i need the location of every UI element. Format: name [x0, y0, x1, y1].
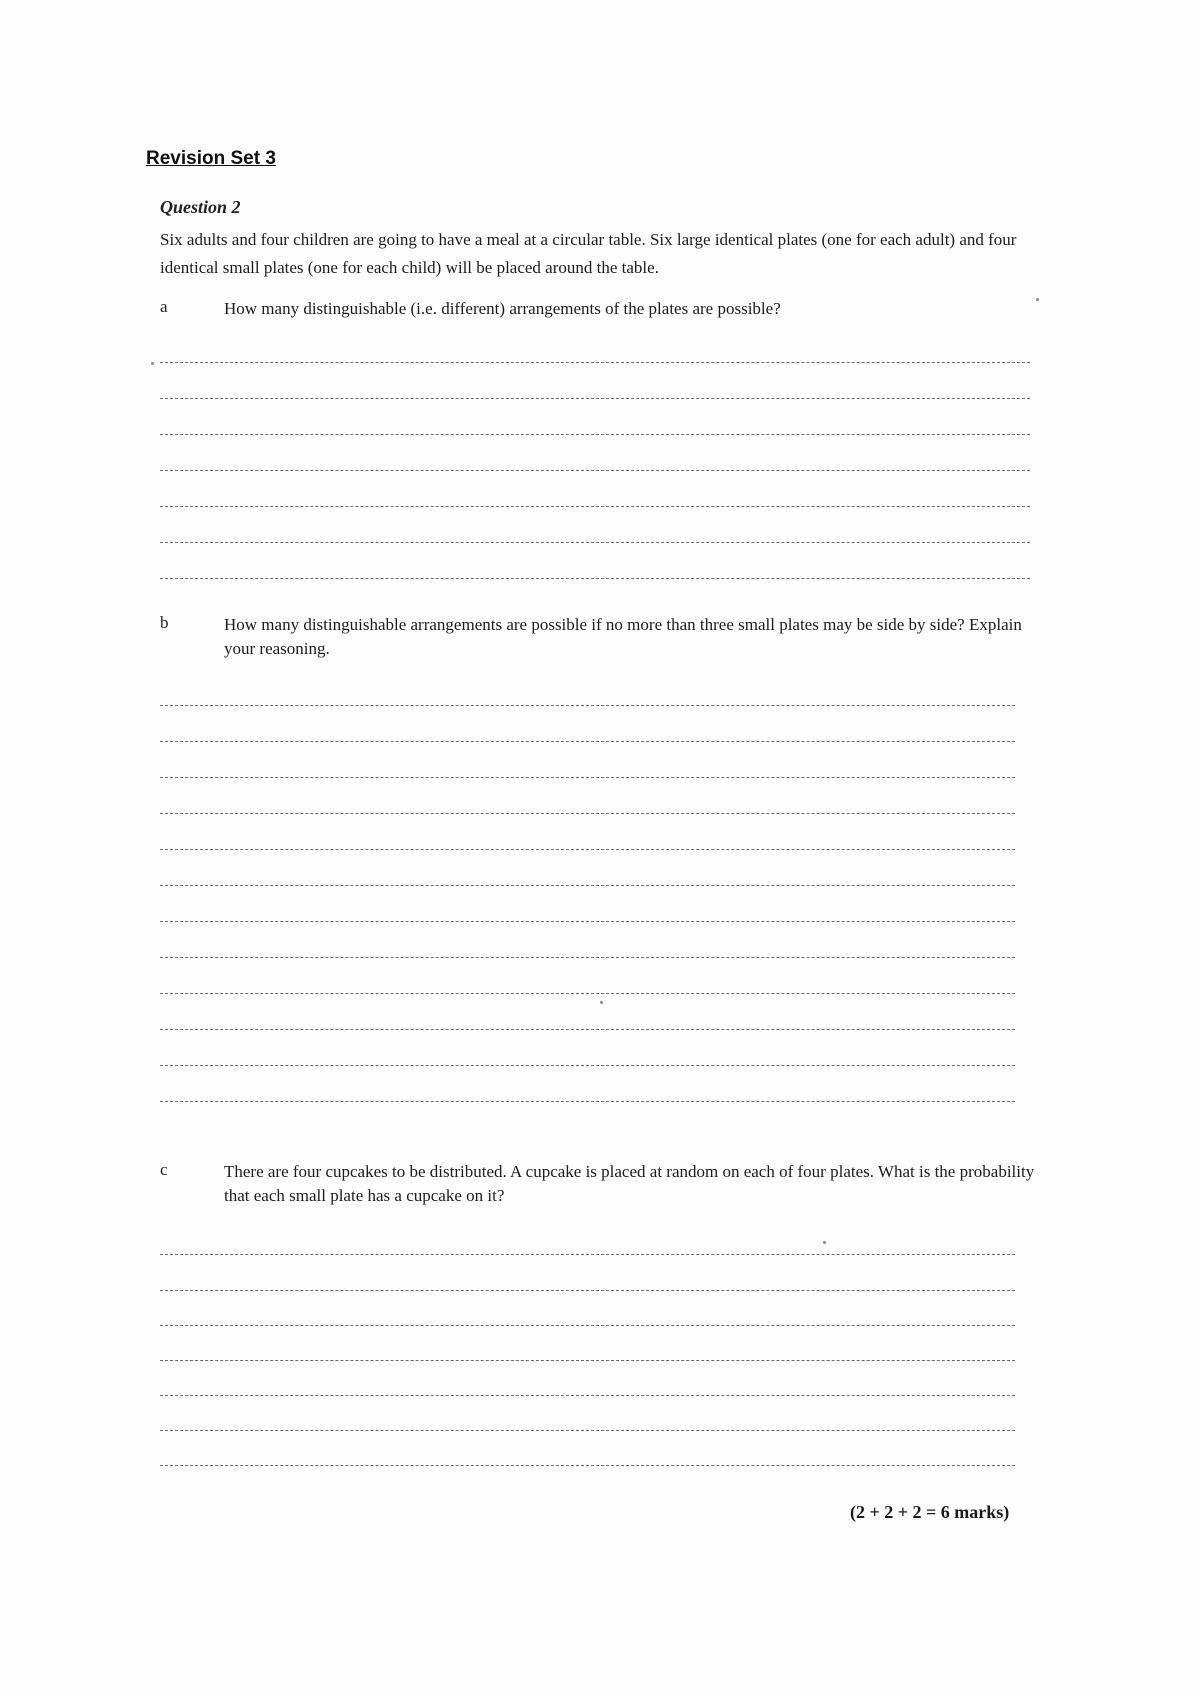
scan-speck	[151, 362, 154, 365]
scan-speck	[1036, 298, 1039, 301]
set-title: Revision Set 3	[146, 148, 276, 169]
answer-line	[160, 993, 1015, 994]
part-b-label: b	[160, 613, 169, 632]
answer-line	[160, 1325, 1015, 1326]
question-heading: Question 2	[160, 197, 241, 217]
answer-line	[160, 705, 1015, 706]
part-a-label: a	[160, 297, 168, 316]
answer-line	[160, 1395, 1015, 1396]
scan-speck	[823, 1241, 826, 1244]
answer-line	[160, 1360, 1015, 1361]
answer-line	[160, 1101, 1015, 1102]
answer-line	[160, 849, 1015, 850]
answer-line	[160, 362, 1030, 363]
answer-line	[160, 957, 1015, 958]
answer-line	[160, 1465, 1015, 1466]
part-c-label: c	[160, 1160, 168, 1179]
answer-line	[160, 542, 1030, 543]
answer-line	[160, 921, 1015, 922]
part-a-text: How many distinguishable (i.e. different) arrangements of the plates are possible?	[224, 299, 781, 318]
answer-line	[160, 1430, 1015, 1431]
answer-line	[160, 1254, 1015, 1255]
answer-line	[160, 885, 1015, 886]
part-c-text: There are four cupcakes to be distributed. A cupcake is placed at random on each of four plates. What is the probability that each small plate has a cupcake on it?	[224, 1162, 1035, 1205]
answer-line	[160, 1029, 1015, 1030]
answer-line	[160, 578, 1030, 579]
answer-line	[160, 813, 1015, 814]
part-b-text: How many distinguishable arrangements are possible if no more than three small plates may be side by side? Explain your reasoning.	[224, 615, 1022, 658]
answer-line	[160, 741, 1015, 742]
answer-line	[160, 1290, 1015, 1291]
answer-line	[160, 1065, 1015, 1066]
marks-total: (2 + 2 + 2 = 6 marks)	[850, 1502, 1010, 1522]
answer-line	[160, 434, 1030, 435]
question-intro: Six adults and four children are going to have a meal at a circular table. Six large identical plates (one for each adult) and four identical small plates (one for each child) will be placed around the table.	[160, 230, 1017, 277]
answer-line	[160, 398, 1030, 399]
answer-line	[160, 506, 1030, 507]
answer-line	[160, 777, 1015, 778]
scan-speck	[600, 1001, 603, 1004]
answer-line	[160, 470, 1030, 471]
